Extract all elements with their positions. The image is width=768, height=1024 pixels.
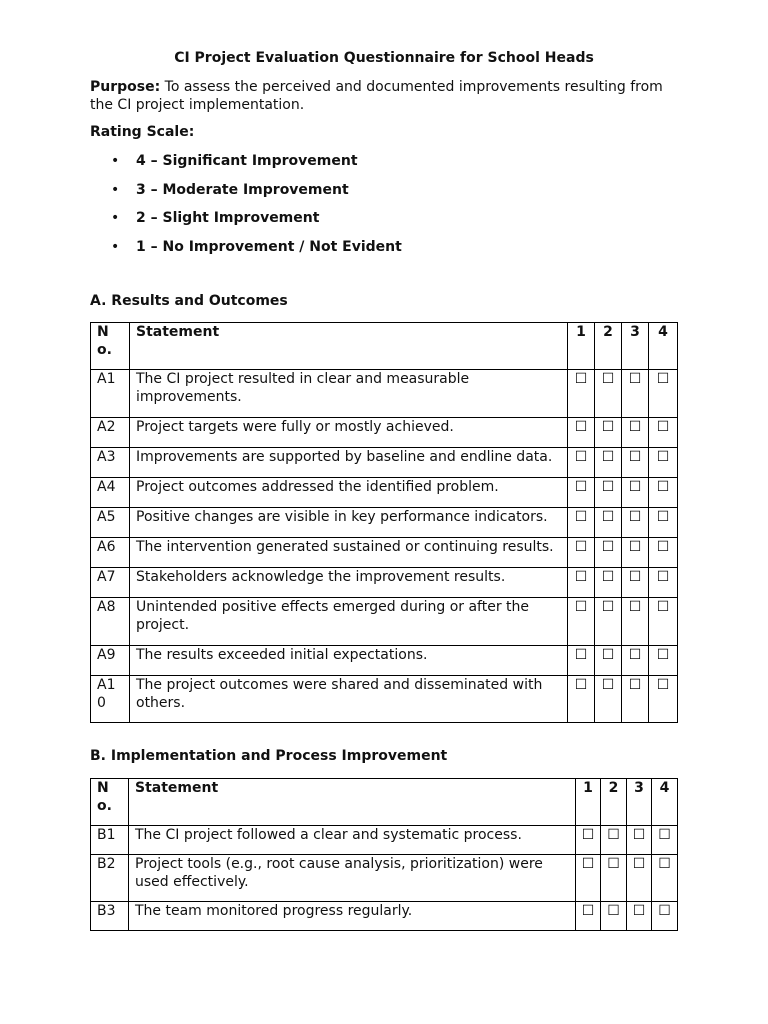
rating-cell: [568, 676, 595, 723]
section-a-heading: A. Results and Outcomes: [90, 293, 288, 309]
rating-checkbox-1[interactable]: ☐: [574, 419, 588, 435]
rating-cell: [595, 508, 622, 538]
item-number: A1: [91, 370, 130, 418]
item-number: A10: [91, 676, 130, 723]
rating-scale-label: 1 – No Improvement / Not Evident: [136, 238, 402, 255]
rating-cell: [595, 568, 622, 598]
rating-cell: [649, 676, 678, 723]
table-row: [91, 568, 678, 598]
column-header-rating: 1: [576, 779, 601, 826]
column-header-rating: 3: [622, 323, 649, 370]
rating-cell: [622, 448, 649, 478]
section-a-table: [90, 322, 678, 723]
rating-scale-label: 3 – Moderate Improvement: [136, 181, 349, 198]
rating-checkbox-1[interactable]: ☐: [574, 479, 588, 495]
purpose-paragraph: [90, 78, 670, 114]
rating-checkbox-4[interactable]: ☐: [656, 599, 670, 615]
table-header-row: [91, 323, 678, 370]
item-statement: The project outcomes were shared and disseminated with others.: [130, 676, 568, 723]
rating-checkbox-4[interactable]: ☐: [656, 479, 670, 495]
rating-cell: [568, 370, 595, 418]
rating-checkbox-4[interactable]: ☐: [656, 419, 670, 435]
rating-cell: [595, 370, 622, 418]
item-statement: Improvements are supported by baseline and endline data.: [130, 448, 568, 478]
column-header-rating: 3: [627, 779, 652, 826]
item-statement: The results exceeded initial expectations.: [130, 646, 568, 676]
item-statement: Unintended positive effects emerged during or after the project.: [130, 598, 568, 646]
table-row: [91, 855, 678, 902]
rating-cell: [649, 568, 678, 598]
bullet-icon: •: [111, 238, 120, 255]
rating-checkbox-3[interactable]: ☐: [628, 599, 642, 615]
table-row: [91, 370, 678, 418]
rating-checkbox-1[interactable]: ☐: [574, 509, 588, 525]
column-header-rating: 1: [568, 323, 595, 370]
item-statement: The team monitored progress regularly.: [129, 902, 576, 931]
column-header-rating: 2: [601, 779, 627, 826]
rating-cell: [595, 676, 622, 723]
column-header-rating: 2: [595, 323, 622, 370]
rating-checkbox-1[interactable]: ☐: [574, 677, 588, 693]
rating-checkbox-4[interactable]: ☐: [656, 449, 670, 465]
table-row: [91, 598, 678, 646]
table-row: [91, 676, 678, 723]
rating-cell: [595, 448, 622, 478]
rating-checkbox-3[interactable]: ☐: [632, 856, 646, 872]
rating-cell: [568, 538, 595, 568]
rating-checkbox-2[interactable]: ☐: [601, 419, 615, 435]
rating-cell: [649, 538, 678, 568]
rating-scale-item: [90, 152, 402, 181]
table-row: [91, 646, 678, 676]
rating-cell: [595, 598, 622, 646]
bullet-icon: •: [111, 181, 120, 198]
rating-checkbox-1[interactable]: ☐: [581, 903, 595, 919]
rating-checkbox-3[interactable]: ☐: [632, 903, 646, 919]
column-header-rating: 4: [652, 779, 678, 826]
rating-cell: [568, 508, 595, 538]
table-header-row: [91, 779, 678, 826]
column-header-no: No.: [91, 779, 129, 826]
rating-checkbox-4[interactable]: ☐: [656, 539, 670, 555]
item-number: A8: [91, 598, 130, 646]
rating-checkbox-2[interactable]: ☐: [607, 827, 620, 843]
item-number: A9: [91, 646, 130, 676]
rating-checkbox-1[interactable]: ☐: [574, 449, 588, 465]
purpose-label: Purpose:: [90, 79, 161, 95]
rating-scale-item: [90, 209, 402, 238]
rating-scale-label: 2 – Slight Improvement: [136, 210, 320, 226]
item-number: B2: [91, 855, 129, 902]
rating-cell: [649, 646, 678, 676]
rating-cell: [595, 538, 622, 568]
rating-checkbox-4[interactable]: ☐: [656, 647, 670, 663]
rating-checkbox-4[interactable]: ☐: [656, 509, 670, 525]
rating-cell: [622, 598, 649, 646]
rating-checkbox-2[interactable]: ☐: [601, 647, 615, 663]
rating-checkbox-3[interactable]: ☐: [628, 371, 642, 387]
rating-cell: [627, 855, 652, 902]
rating-cell: [622, 676, 649, 723]
table-row: [91, 478, 678, 508]
rating-checkbox-2[interactable]: ☐: [601, 509, 615, 525]
rating-cell: [576, 826, 601, 855]
item-statement: Project tools (e.g., root cause analysis, prioritization) were used effectively.: [129, 855, 576, 902]
rating-cell: [649, 370, 678, 418]
rating-checkbox-1[interactable]: ☐: [574, 569, 588, 585]
item-number: A6: [91, 538, 130, 568]
rating-checkbox-2[interactable]: ☐: [601, 479, 615, 495]
item-statement: Positive changes are visible in key performance indicators.: [130, 508, 568, 538]
rating-cell: [576, 855, 601, 902]
rating-scale-list: [90, 152, 402, 266]
item-number: A2: [91, 418, 130, 448]
rating-checkbox-3[interactable]: ☐: [628, 479, 642, 495]
table-row: [91, 902, 678, 931]
rating-checkbox-1[interactable]: ☐: [581, 827, 595, 843]
rating-cell: [568, 418, 595, 448]
rating-checkbox-2[interactable]: ☐: [601, 449, 615, 465]
rating-checkbox-2[interactable]: ☐: [601, 599, 615, 615]
table-row: [91, 538, 678, 568]
rating-cell: [627, 902, 652, 931]
table-row: [91, 418, 678, 448]
rating-checkbox-3[interactable]: ☐: [628, 539, 642, 555]
item-number: A3: [91, 448, 130, 478]
rating-cell: [622, 538, 649, 568]
rating-cell: [568, 568, 595, 598]
rating-checkbox-4[interactable]: ☐: [658, 827, 671, 843]
rating-checkbox-2[interactable]: ☐: [601, 569, 615, 585]
rating-cell: [595, 418, 622, 448]
rating-cell: [649, 598, 678, 646]
rating-checkbox-1[interactable]: ☐: [574, 539, 588, 555]
section-b-heading: B. Implementation and Process Improvement: [90, 748, 448, 764]
rating-checkbox-4[interactable]: ☐: [658, 856, 671, 872]
rating-checkbox-4[interactable]: ☐: [658, 903, 671, 919]
rating-cell: [595, 646, 622, 676]
rating-cell: [622, 370, 649, 418]
bullet-icon: •: [111, 153, 120, 169]
rating-checkbox-3[interactable]: ☐: [632, 827, 646, 843]
item-statement: The CI project resulted in clear and measurable improvements.: [130, 370, 568, 418]
item-statement: Project outcomes addressed the identified problem.: [130, 478, 568, 508]
table-row: [91, 508, 678, 538]
rating-checkbox-3[interactable]: ☐: [628, 677, 642, 693]
rating-cell: [649, 448, 678, 478]
rating-cell: [622, 568, 649, 598]
rating-checkbox-2[interactable]: ☐: [601, 371, 615, 387]
rating-checkbox-4[interactable]: ☐: [656, 677, 670, 693]
rating-checkbox-3[interactable]: ☐: [628, 509, 642, 525]
rating-checkbox-4[interactable]: ☐: [656, 569, 670, 585]
rating-checkbox-2[interactable]: ☐: [607, 903, 620, 919]
rating-checkbox-1[interactable]: ☐: [581, 856, 595, 872]
rating-cell: [568, 448, 595, 478]
rating-checkbox-2[interactable]: ☐: [601, 677, 615, 693]
bullet-icon: •: [111, 210, 120, 226]
rating-cell: [649, 418, 678, 448]
rating-checkbox-1[interactable]: ☐: [574, 647, 588, 663]
item-number: A7: [91, 568, 130, 598]
item-statement: Stakeholders acknowledge the improvement results.: [130, 568, 568, 598]
item-number: B1: [91, 826, 129, 855]
rating-checkbox-4[interactable]: ☐: [656, 371, 670, 387]
rating-checkbox-3[interactable]: ☐: [628, 419, 642, 435]
rating-cell: [652, 826, 678, 855]
table-row: [91, 826, 678, 855]
rating-scale-item: [90, 181, 402, 210]
rating-checkbox-2[interactable]: ☐: [607, 856, 620, 872]
rating-cell: [622, 418, 649, 448]
rating-scale-item: [90, 238, 402, 267]
rating-cell: [601, 826, 627, 855]
rating-cell: [622, 646, 649, 676]
rating-checkbox-1[interactable]: ☐: [574, 371, 588, 387]
rating-cell: [622, 508, 649, 538]
item-number: A5: [91, 508, 130, 538]
column-header-statement: Statement: [130, 323, 568, 370]
rating-cell: [568, 598, 595, 646]
column-header-statement: Statement: [129, 779, 576, 826]
column-header-rating: 4: [649, 323, 678, 370]
item-number: A4: [91, 478, 130, 508]
rating-cell: [595, 478, 622, 508]
rating-cell: [652, 855, 678, 902]
rating-cell: [652, 902, 678, 931]
rating-scale-label: 4 – Significant Improvement: [136, 153, 358, 169]
rating-cell: [568, 478, 595, 508]
rating-cell: [601, 902, 627, 931]
item-statement: The intervention generated sustained or continuing results.: [130, 538, 568, 568]
item-number: B3: [91, 902, 129, 931]
table-row: [91, 448, 678, 478]
rating-checkbox-3[interactable]: ☐: [628, 569, 642, 585]
item-statement: The CI project followed a clear and systematic process.: [129, 826, 576, 855]
rating-cell: [622, 478, 649, 508]
rating-checkbox-3[interactable]: ☐: [628, 449, 642, 465]
item-statement: Project targets were fully or mostly achieved.: [130, 418, 568, 448]
rating-cell: [576, 902, 601, 931]
rating-cell: [649, 478, 678, 508]
rating-cell: [627, 826, 652, 855]
purpose-text: To assess the perceived and documented improvements resulting from the CI project implementation.: [90, 79, 663, 113]
rating-scale-heading: Rating Scale:: [90, 124, 195, 140]
document-title: CI Project Evaluation Questionnaire for School Heads: [174, 50, 594, 66]
rating-cell: [601, 855, 627, 902]
section-b-table: [90, 778, 678, 931]
rating-cell: [649, 508, 678, 538]
column-header-no: No.: [91, 323, 130, 370]
rating-checkbox-1[interactable]: ☐: [574, 599, 588, 615]
rating-cell: [568, 646, 595, 676]
rating-checkbox-3[interactable]: ☐: [628, 647, 642, 663]
rating-checkbox-2[interactable]: ☐: [601, 539, 615, 555]
